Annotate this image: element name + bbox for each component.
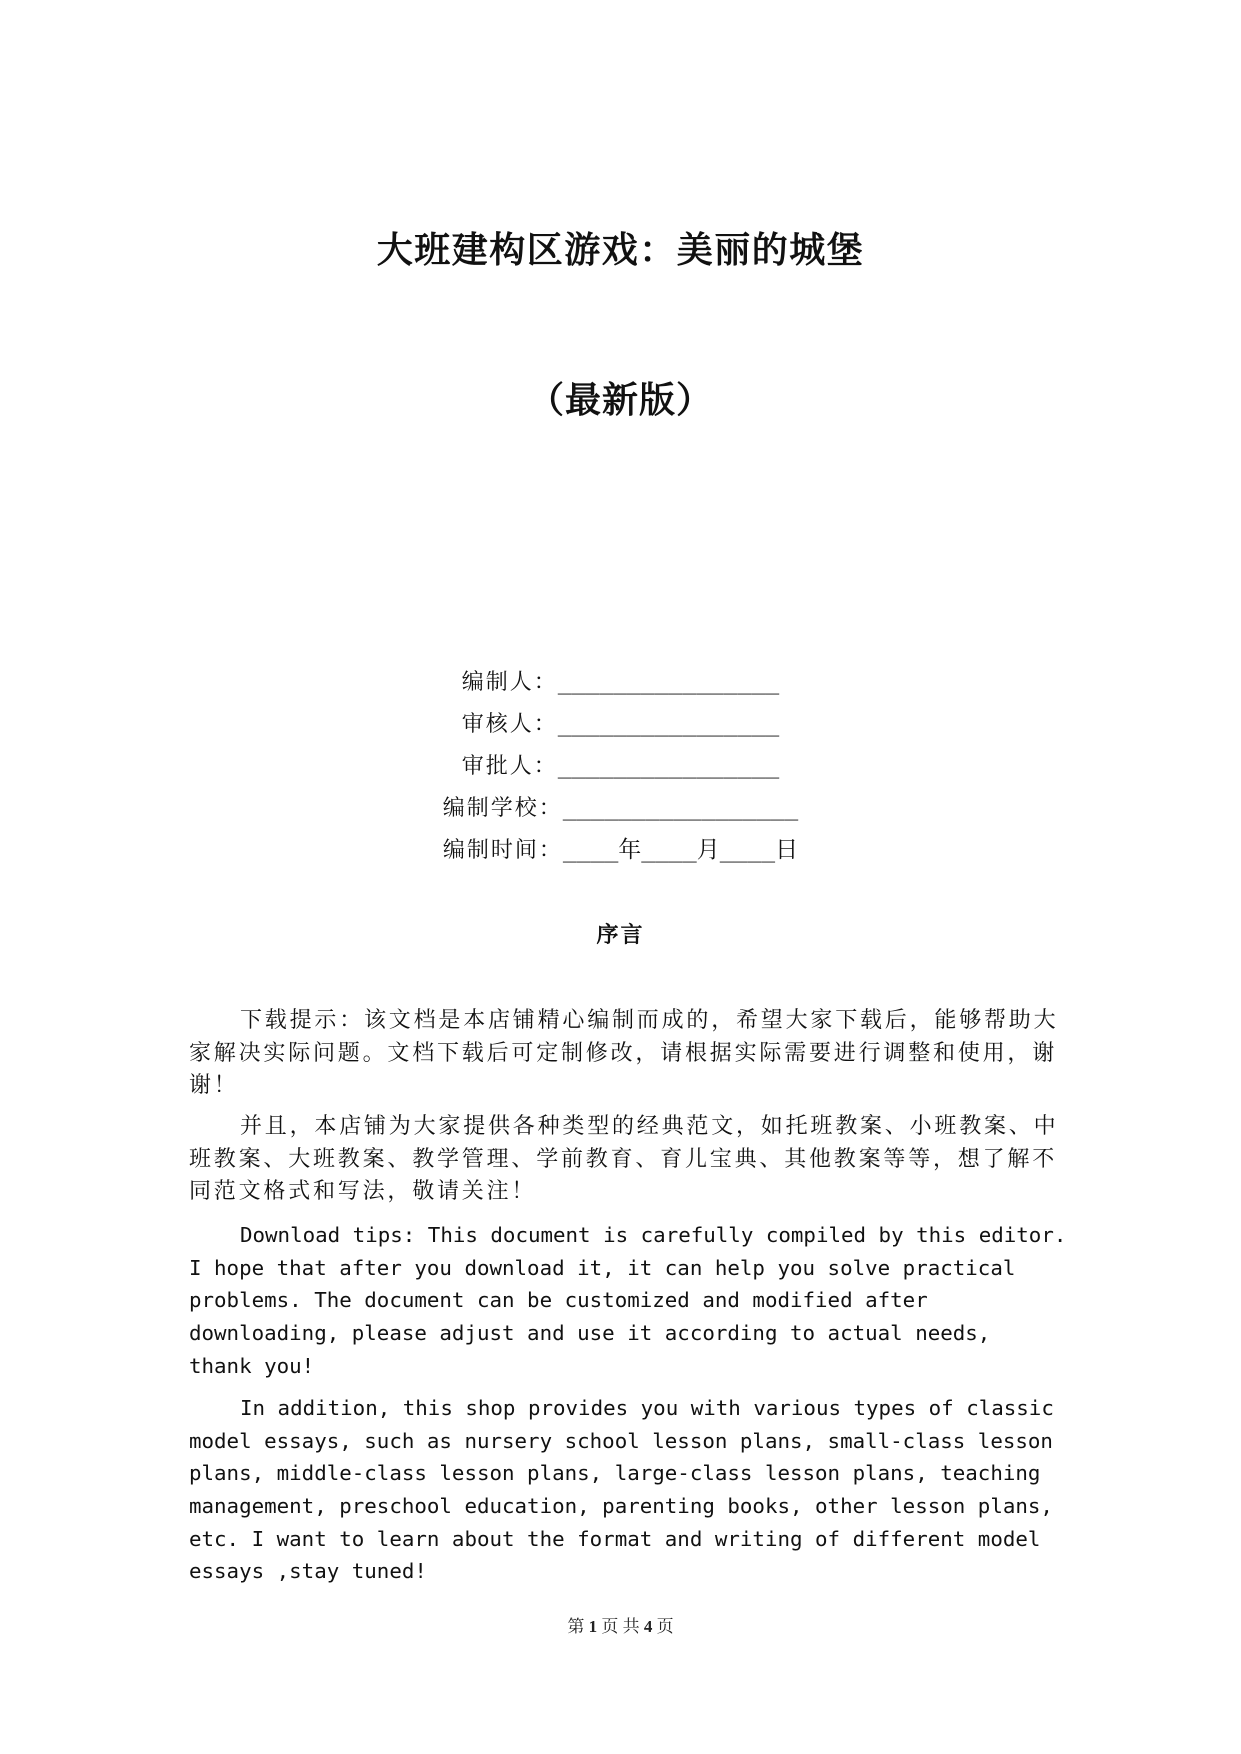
text-line: management, preschool education, parenting books, other lesson plans, (189, 1494, 1053, 1519)
form-label: 编制人： (461, 669, 558, 694)
form-label: 编制学校： (442, 795, 563, 820)
current-page-number: 1 (588, 1617, 598, 1636)
text-line: 家解决实际问题。文档下载后可定制修改，请根据实际需要进行调整和使用，谢 (189, 1040, 1058, 1066)
text-line: problems. The document can be customized and modified after (189, 1288, 928, 1313)
text-line: downloading, please adjust and use it according to actual needs, (189, 1321, 991, 1346)
page-suffix: 页 (656, 1617, 674, 1636)
form-row-approver (0, 745, 1241, 787)
form-label: 审核人： (461, 711, 558, 736)
text-line: 同范文格式和写法，敬请关注！ (189, 1179, 537, 1205)
document-subtitle: （最新版） (527, 380, 713, 420)
form-blank: _________________ (562, 795, 799, 821)
document-title: 大班建构区游戏：美丽的城堡 (376, 230, 865, 270)
text-line: Download tips: This document is carefully compiled by this editor. (240, 1223, 1067, 1247)
text-line: essays ,stay tuned! (189, 1559, 427, 1584)
text-line: 并且，本店铺为大家提供各种类型的经典范文，如托班教案、小班教案、中 (240, 1114, 1059, 1139)
preface-paragraph-download-tips-cn (189, 1005, 1089, 1103)
preface-heading: 序言 (596, 922, 645, 947)
form-row-compiler (0, 661, 1241, 703)
form-blank: ________________ (557, 753, 780, 779)
text-line: plans, middle-class lesson plans, large-class lesson plans, teaching (189, 1461, 1041, 1486)
preface-paragraph-shop-info-en (189, 1392, 1089, 1588)
form-blank: ________________ (557, 711, 780, 737)
text-line: In addition, this shop provides you with various types of classic (240, 1396, 1054, 1420)
form-date-blank: ____年____月____日 (562, 837, 799, 863)
total-pages-number: 4 (643, 1617, 653, 1636)
form-blank: ________________ (557, 669, 780, 695)
form-label: 编制时间： (442, 837, 563, 862)
preface-paragraph-download-tips-en (189, 1219, 1089, 1382)
form-row-reviewer (0, 703, 1241, 745)
form-row-date (0, 829, 1241, 871)
form-label: 审批人： (461, 753, 558, 778)
text-line: model essays, such as nursery school lesson plans, small-class lesson (189, 1428, 1053, 1453)
text-line: thank you! (189, 1353, 315, 1378)
text-line: etc. I want to learn about the format and writing of different model (189, 1526, 1041, 1551)
text-line: I hope that after you download it, it can help you solve practical (189, 1255, 1016, 1280)
text-line: 班教案、大班教案、教学管理、学前教育、育儿宝典、其他教案等等，想了解不 (189, 1146, 1058, 1172)
preface-paragraph-shop-info-cn (189, 1111, 1089, 1209)
page-number-footer (0, 1615, 1241, 1639)
page-prefix: 第 (567, 1617, 585, 1636)
page-mid: 页 共 (601, 1617, 640, 1636)
text-line: 下载提示：该文档是本店铺精心编制而成的，希望大家下载后，能够帮助大 (240, 1008, 1059, 1033)
form-row-school (0, 787, 1241, 829)
text-line: 谢！ (189, 1073, 239, 1099)
signoff-form (0, 661, 1241, 871)
